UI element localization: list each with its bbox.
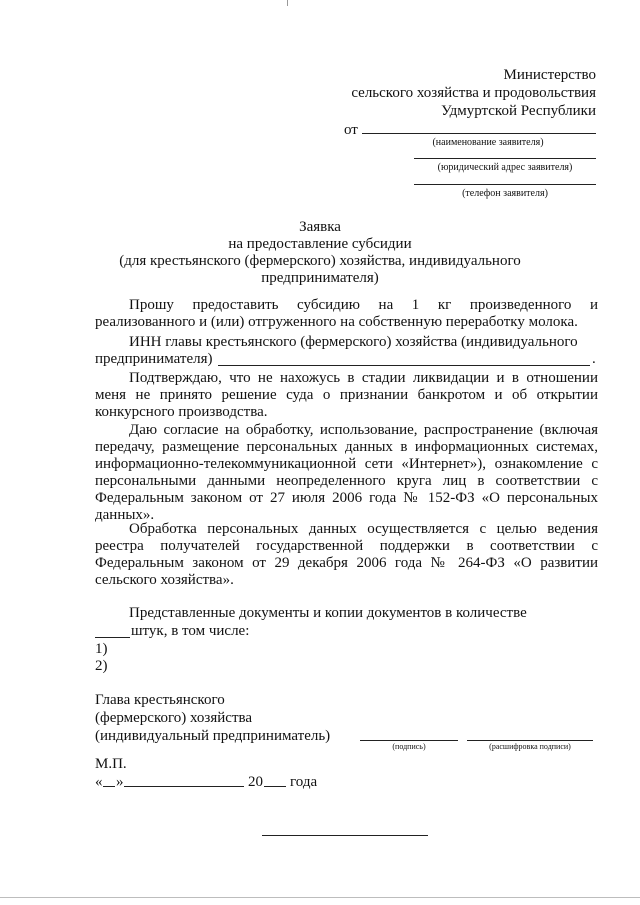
paragraph-request-text: Прошу предоставить субсидию на 1 кг произведенного и реализованного и (или) отгруженного на собственную переработку молока. — [95, 297, 598, 330]
paragraph-inn — [95, 334, 598, 351]
signer-title-line-1: Глава крестьянского — [95, 692, 225, 708]
applicant-name-field[interactable] — [362, 133, 596, 134]
signature-decode-field[interactable] — [467, 740, 593, 741]
date-day-field[interactable] — [103, 786, 115, 787]
scan-edge-bottom — [0, 897, 640, 898]
footer-divider — [262, 835, 428, 836]
applicant-name-caption: (наименование заявителя) — [432, 137, 544, 148]
signer-title-line-2: (фермерского) хозяйства — [95, 710, 253, 726]
paragraph-consent-text: Даю согласие на обработку, использование, распространение (включая передачу, размещение персональных данных в информационных системах, информационно-телекоммуникационной сети «Интернет»), ознакомление с персональными данными неопределенного круга лиц в соответствии с Федеральным законом от 27 июля 2006 года № 152-ФЗ «О персональных данных». — [95, 422, 598, 523]
paragraph-documents — [95, 605, 598, 622]
inn-field[interactable] — [218, 365, 590, 366]
paragraph-inn-text: ИНН главы крестьянского (фермерского) хозяйства (индивидуального — [129, 334, 578, 350]
signature-caption: (подпись) — [392, 742, 426, 751]
document-list-item-1: 1) — [95, 641, 108, 657]
addressee-line-2: сельского хозяйства и продовольствия — [351, 85, 596, 101]
applicant-address-field[interactable] — [414, 158, 596, 159]
paragraph-processing-text: Обработка персональных данных осуществляется с целью ведения реестра получателей государственной поддержки в соответствии с Федеральным законом от 29 декабря 2006 года № 264-ФЗ «О развитии сельского хозяйства». — [95, 521, 598, 588]
document-subtitle-1: на предоставление субсидии — [228, 236, 412, 252]
date-year-suffix: года — [290, 774, 318, 790]
signer-title — [95, 691, 330, 745]
date-month-field[interactable] — [124, 786, 244, 787]
date-year-prefix: 20 — [248, 774, 263, 790]
paragraph-consent — [95, 422, 598, 524]
paragraph-request — [95, 297, 598, 331]
date-year-field[interactable] — [264, 786, 286, 787]
paragraph-inn-continued: предпринимателя) — [95, 351, 213, 367]
paragraph-confirmation — [95, 370, 598, 421]
signer-title-line-3: (индивидуальный предприниматель) — [95, 728, 331, 744]
documents-count-label: штук, в том числе: — [131, 623, 250, 639]
date-open-quote: « — [95, 774, 103, 790]
applicant-address-caption: (юридический адрес заявителя) — [437, 162, 573, 173]
stamp-label: М.П. — [95, 756, 127, 772]
from-label: от — [344, 122, 358, 138]
documents-count-field[interactable] — [95, 637, 130, 638]
inn-period: . — [592, 351, 596, 367]
document-subtitle-3: предпринимателя) — [261, 270, 379, 286]
signature-decode-caption: (расшифровка подписи) — [489, 742, 571, 751]
paragraph-processing — [95, 521, 598, 589]
addressee-line-3: Удмуртской Республики — [441, 103, 596, 119]
date-close-quote: » — [116, 774, 124, 790]
addressee-line-1: Министерство — [503, 67, 596, 83]
document-title: Заявка — [299, 219, 341, 235]
document-subtitle-2: (для крестьянского (фермерского) хозяйства, индивидуального — [119, 253, 521, 269]
paragraph-documents-text: Представленные документы и копии документов в количестве — [129, 605, 527, 621]
addressee-block — [351, 66, 596, 120]
scan-mark-top — [287, 0, 288, 6]
signature-field[interactable] — [360, 740, 458, 741]
document-list-item-2: 2) — [95, 658, 108, 674]
paragraph-confirmation-text: Подтверждаю, что не нахожусь в стадии ликвидации и в отношении меня не принято решение суда о признании банкротом и об открытии конкурсного производства. — [95, 370, 598, 420]
applicant-phone-caption: (телефон заявителя) — [462, 188, 548, 199]
applicant-phone-field[interactable] — [414, 184, 596, 185]
